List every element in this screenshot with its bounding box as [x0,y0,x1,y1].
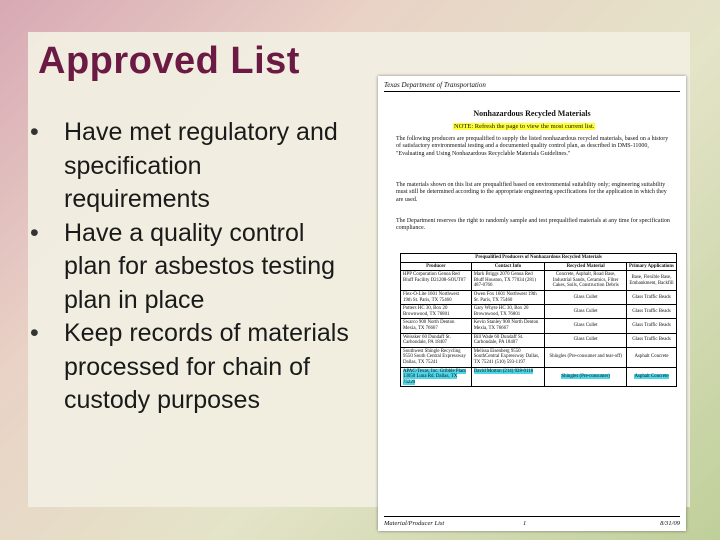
bullet-icon: • [30,218,39,247]
table-cell-producer [401,290,472,304]
cell-text: Bill Wade 60 Dundaff St. Carbondale, PA 18407 [473,334,524,346]
document-page-number: 1 [523,520,527,527]
cell-text: Owen Fox 1601 Northwest 19th St. Paris, TX 75460 [473,291,537,303]
table-row [401,347,677,367]
footer-divider [384,516,680,517]
table-cell-contact [471,271,545,291]
table-cell-material [545,367,627,387]
cell-text: Shingles (Pre-consumer and tear-off) [549,354,622,360]
table-cell-contact [471,290,545,304]
cell-text: Swarco 900 North Denton Mexia, TX 76667 [403,320,455,331]
cell-text: Glass Cullet [573,294,598,300]
table-cell-material [545,319,627,333]
document-image [378,76,686,531]
table-row [401,305,677,319]
cell-text: Concrete, Asphalt, Road Base, Industrial Sands, Ceramics, Filter Cakes, Soils, Construction Debris [552,272,619,289]
table-cell-application [626,347,676,367]
document-title: Nonhazardous Recycled Materials [473,109,591,118]
table-cell-contact [471,367,545,387]
table-cell-application [626,333,676,347]
table-cell-application [626,290,676,304]
cell-text: Asphalt Concrete [634,374,669,380]
producer-table [400,253,677,387]
bullet-item [30,317,350,418]
cell-text: Glass Traffic Beads [632,323,671,329]
table-cell-producer [401,305,472,319]
cell-text: Mark Briggs 2070 Genoa Red Bluff Houston, TX 77034 (281) 487-0766 [473,272,536,289]
table-header: Primary Applications [626,262,676,271]
cell-text: Gary Whyte HC 30, Box 20 Brownwood, TX 76801 [473,306,529,317]
cell-text: HPP Corporation Genoa Red Bluff Facility D21208-SOUT07 [403,272,466,283]
cell-text: David Morton (214) 928-0118 [473,368,534,374]
table-cell-material [545,305,627,319]
table-cell-application [626,367,676,387]
document-paragraph: The Department reserves the right to randomly sample and test prequalified materials at any time for specification compliance. [396,218,670,232]
cell-text: Kevin Stanley 900 North Denton Mexia, TX 76667 [473,320,539,331]
table-cell-producer [401,367,472,387]
cell-text: Shingles (Pre-consumer) [561,374,610,380]
table-header: Recycled Material [545,262,627,271]
table-row [401,367,677,387]
table-cell-material [545,271,627,291]
cell-text: Southwest Shingle Recycling 9550 South Central Expressway Dallas, TX 75241 [403,348,466,365]
table-cell-application [626,271,676,291]
table-cell-producer [401,319,472,333]
bullet-icon: • [30,118,39,146]
cell-text: Glass Cullet [573,308,598,314]
cell-text: Potters HC 30, Box 20 Brownwood, TX 76801 [403,306,450,317]
table-row [401,290,677,304]
cell-text: Base, Flexible Base, Embankment, Backfill [629,274,674,286]
cell-text: APAC-Texas, Inc. Gribble Plant 13050 Luna Rd. Dallas, TX 75220 [403,368,466,385]
table-cell-contact [471,305,545,319]
table-cell-material [545,347,627,367]
cell-text: Melissa Eisenberg 9550 SouthCentral Expressway Dallas, TX 75241 (510) 593-1197 [473,348,540,365]
table-header: Producer [401,262,472,271]
table-row [401,319,677,333]
table-header: Contact Info [471,262,545,271]
document-note: NOTE: Refresh the page to view the most current list. [454,123,595,130]
table-caption: Prequalified Producers of Nonhazardous Recycled Materials [401,254,677,263]
table-cell-application [626,305,676,319]
bullet-icon: • [30,319,39,347]
table-cell-producer [401,347,472,367]
document-paragraph: The following producers are prequalified to supply the listed nonhazardous recycled materials, based on a history of satisfactory environmental testing and a documented quality control plan, as described in DMS-11000, "Evaluating and Using Nonhazardous Recyclable Materials Guidelines." [396,136,669,157]
table-cell-producer [401,271,472,291]
cell-text: Glass Traffic Beads [632,308,671,314]
cell-text: Glass Cullet [573,337,598,343]
table-cell-material [545,290,627,304]
cell-text: Weissker 60 Dundaff St. Carbondale, PA 18407 [403,334,451,346]
document-footer-date: 8/31/09 [660,520,680,527]
table-cell-application [626,319,676,333]
cell-text: Glass Cullet [573,323,598,329]
bullet-list [30,116,350,418]
header-divider [384,91,680,92]
table-cell-contact [471,319,545,333]
cell-text: Glass Traffic Beads [632,294,671,300]
document-header: Texas Department of Transportation [384,81,486,89]
bullet-item [30,116,350,217]
document-footer-left: Material/Producer List [384,520,445,527]
cell-text: Glass Traffic Beads [632,337,671,343]
bullet-text: Keep records of materials processed for chain of custody purposes [64,319,349,414]
cell-text: Asphalt Concrete [634,354,669,360]
table-body [401,271,677,387]
bullet-text: Have a quality control plan for asbestos testing plan in place [64,218,335,314]
document-paragraph: The materials shown on this list are prequalified based on environmental suitability only; engineering suitability must still be determined according to the appropriate engineering specifications for the application in which they are used. [396,182,667,203]
table-cell-producer [401,333,472,347]
bullet-text: Have met regulatory and specification requirements [64,118,338,213]
table-cell-contact [471,333,545,347]
cell-text: Flex-O-Lite 1601 Northwest 19th St. Paris, TX 75460 [403,291,459,303]
table-cell-material [545,333,627,347]
bullet-item [30,217,350,318]
table-row [401,333,677,347]
table-row [401,271,677,291]
table-cell-contact [471,347,545,367]
slide-title: Approved List [38,40,300,82]
